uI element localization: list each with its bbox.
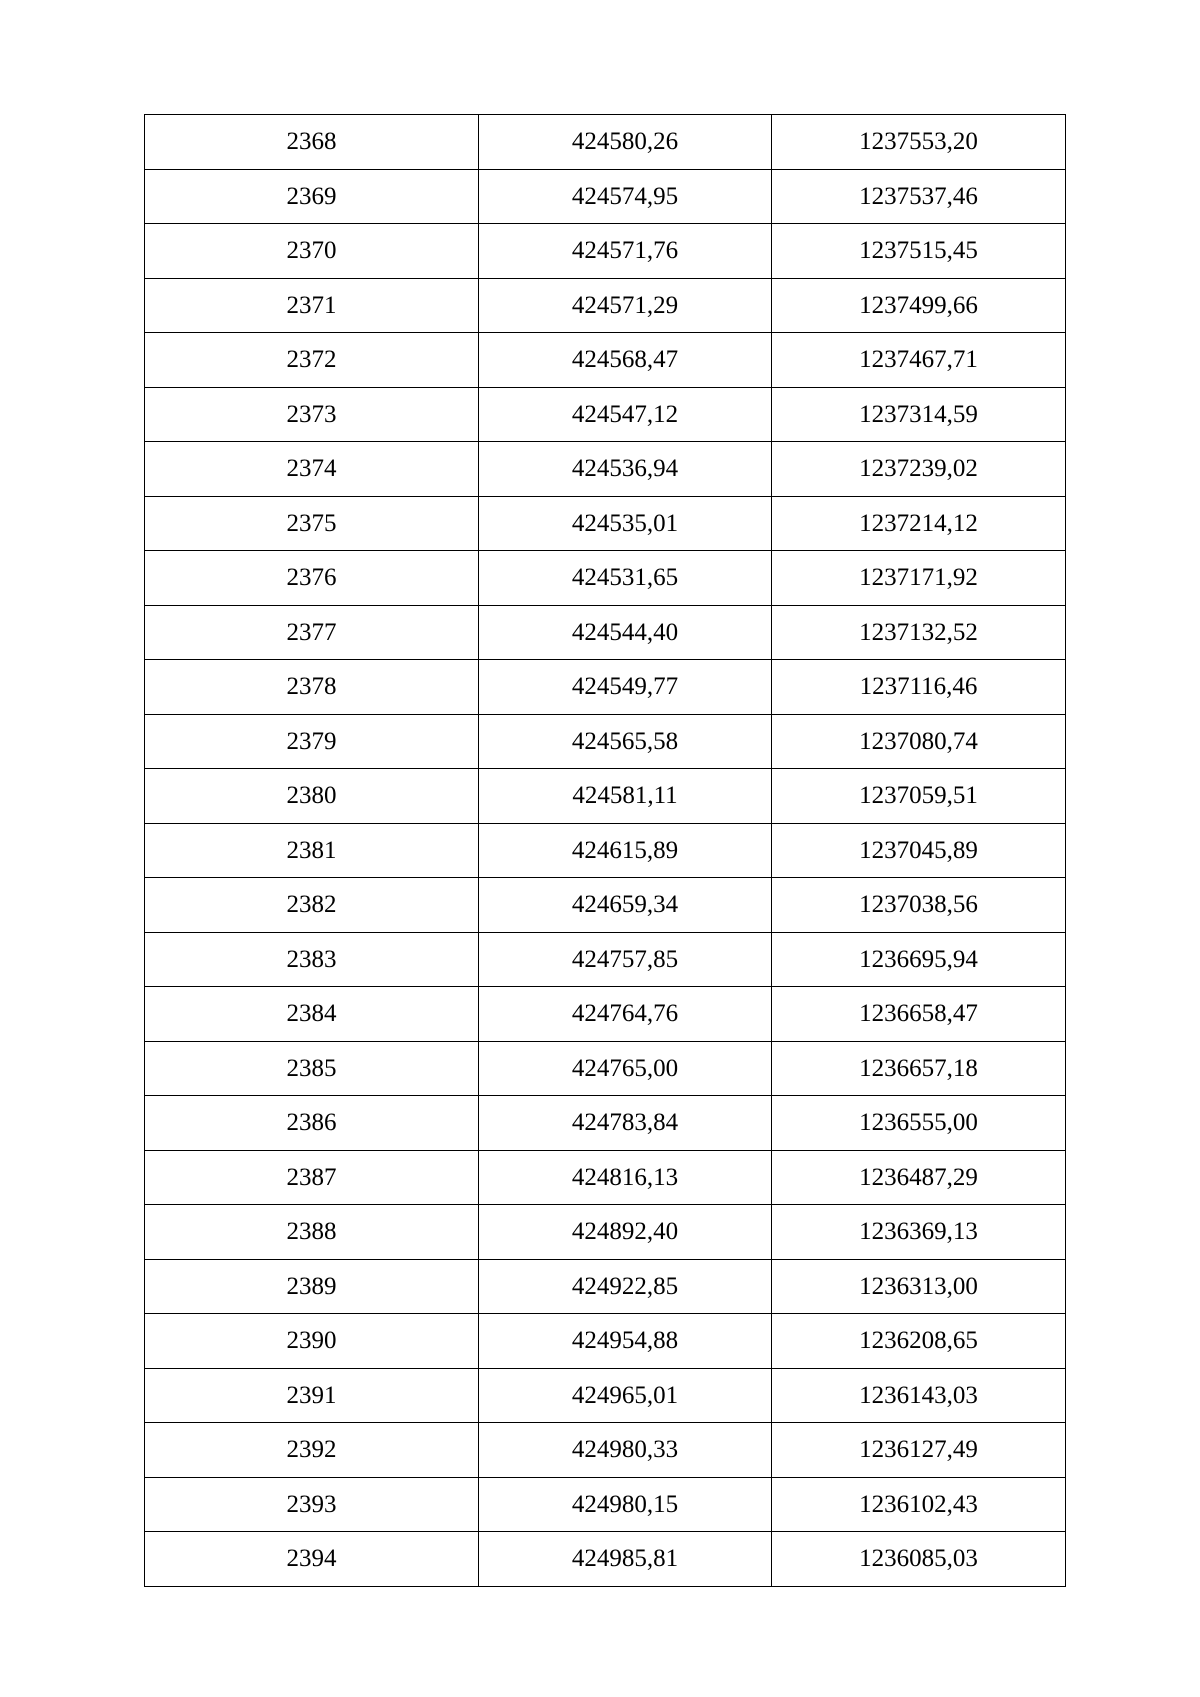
point-number-cell: 2377 [145, 605, 479, 660]
x-coordinate-cell: 424544,40 [479, 605, 772, 660]
y-coordinate-cell: 1236487,29 [772, 1150, 1066, 1205]
y-coordinate-cell: 1237537,46 [772, 169, 1066, 224]
x-coordinate-cell: 424757,85 [479, 932, 772, 987]
point-number-cell: 2389 [145, 1259, 479, 1314]
table-row [145, 1368, 1066, 1423]
table-row [145, 387, 1066, 442]
table-row [145, 442, 1066, 497]
x-coordinate-cell: 424549,77 [479, 660, 772, 715]
y-coordinate-cell: 1236208,65 [772, 1314, 1066, 1369]
x-coordinate-cell: 424922,85 [479, 1259, 772, 1314]
y-coordinate-cell: 1236555,00 [772, 1096, 1066, 1151]
table-row [145, 987, 1066, 1042]
point-number-cell: 2368 [145, 115, 479, 170]
point-number-cell: 2382 [145, 878, 479, 933]
y-coordinate-cell: 1237038,56 [772, 878, 1066, 933]
x-coordinate-cell: 424765,00 [479, 1041, 772, 1096]
point-number-cell: 2390 [145, 1314, 479, 1369]
x-coordinate-cell: 424985,81 [479, 1532, 772, 1587]
x-coordinate-cell: 424980,15 [479, 1477, 772, 1532]
table-row [145, 278, 1066, 333]
y-coordinate-cell: 1237239,02 [772, 442, 1066, 497]
point-number-cell: 2374 [145, 442, 479, 497]
point-number-cell: 2379 [145, 714, 479, 769]
table-row [145, 878, 1066, 933]
table-row [145, 169, 1066, 224]
y-coordinate-cell: 1237515,45 [772, 224, 1066, 279]
table-row [145, 1205, 1066, 1260]
y-coordinate-cell: 1237499,66 [772, 278, 1066, 333]
y-coordinate-cell: 1237467,71 [772, 333, 1066, 388]
table-row [145, 769, 1066, 824]
x-coordinate-cell: 424535,01 [479, 496, 772, 551]
point-number-cell: 2381 [145, 823, 479, 878]
y-coordinate-cell: 1237045,89 [772, 823, 1066, 878]
y-coordinate-cell: 1237116,46 [772, 660, 1066, 715]
x-coordinate-cell: 424965,01 [479, 1368, 772, 1423]
point-number-cell: 2378 [145, 660, 479, 715]
table-row [145, 714, 1066, 769]
y-coordinate-cell: 1236143,03 [772, 1368, 1066, 1423]
table-row [145, 823, 1066, 878]
y-coordinate-cell: 1236369,13 [772, 1205, 1066, 1260]
x-coordinate-cell: 424580,26 [479, 115, 772, 170]
table-row [145, 333, 1066, 388]
coordinates-table-body [145, 115, 1066, 1587]
table-row [145, 115, 1066, 170]
x-coordinate-cell: 424764,76 [479, 987, 772, 1042]
x-coordinate-cell: 424571,29 [479, 278, 772, 333]
table-row [145, 496, 1066, 551]
table-row [145, 1096, 1066, 1151]
table-row [145, 551, 1066, 606]
x-coordinate-cell: 424816,13 [479, 1150, 772, 1205]
x-coordinate-cell: 424574,95 [479, 169, 772, 224]
table-row [145, 660, 1066, 715]
point-number-cell: 2386 [145, 1096, 479, 1151]
point-number-cell: 2373 [145, 387, 479, 442]
table-row [145, 1259, 1066, 1314]
y-coordinate-cell: 1236102,43 [772, 1477, 1066, 1532]
y-coordinate-cell: 1237059,51 [772, 769, 1066, 824]
x-coordinate-cell: 424980,33 [479, 1423, 772, 1478]
point-number-cell: 2375 [145, 496, 479, 551]
table-row [145, 1477, 1066, 1532]
point-number-cell: 2387 [145, 1150, 479, 1205]
coordinates-table [144, 114, 1066, 1587]
x-coordinate-cell: 424954,88 [479, 1314, 772, 1369]
y-coordinate-cell: 1236657,18 [772, 1041, 1066, 1096]
x-coordinate-cell: 424547,12 [479, 387, 772, 442]
table-row [145, 1423, 1066, 1478]
point-number-cell: 2392 [145, 1423, 479, 1478]
y-coordinate-cell: 1237080,74 [772, 714, 1066, 769]
x-coordinate-cell: 424581,11 [479, 769, 772, 824]
table-row [145, 1150, 1066, 1205]
y-coordinate-cell: 1237553,20 [772, 115, 1066, 170]
y-coordinate-cell: 1237214,12 [772, 496, 1066, 551]
y-coordinate-cell: 1237132,52 [772, 605, 1066, 660]
point-number-cell: 2376 [145, 551, 479, 606]
y-coordinate-cell: 1236658,47 [772, 987, 1066, 1042]
point-number-cell: 2372 [145, 333, 479, 388]
point-number-cell: 2393 [145, 1477, 479, 1532]
y-coordinate-cell: 1237171,92 [772, 551, 1066, 606]
x-coordinate-cell: 424659,34 [479, 878, 772, 933]
table-row [145, 1314, 1066, 1369]
y-coordinate-cell: 1236313,00 [772, 1259, 1066, 1314]
point-number-cell: 2371 [145, 278, 479, 333]
x-coordinate-cell: 424571,76 [479, 224, 772, 279]
x-coordinate-cell: 424615,89 [479, 823, 772, 878]
x-coordinate-cell: 424531,65 [479, 551, 772, 606]
table-row [145, 1532, 1066, 1587]
point-number-cell: 2384 [145, 987, 479, 1042]
y-coordinate-cell: 1236127,49 [772, 1423, 1066, 1478]
point-number-cell: 2369 [145, 169, 479, 224]
table-row [145, 605, 1066, 660]
y-coordinate-cell: 1237314,59 [772, 387, 1066, 442]
y-coordinate-cell: 1236695,94 [772, 932, 1066, 987]
x-coordinate-cell: 424536,94 [479, 442, 772, 497]
point-number-cell: 2394 [145, 1532, 479, 1587]
table-row [145, 224, 1066, 279]
x-coordinate-cell: 424565,58 [479, 714, 772, 769]
point-number-cell: 2385 [145, 1041, 479, 1096]
x-coordinate-cell: 424568,47 [479, 333, 772, 388]
y-coordinate-cell: 1236085,03 [772, 1532, 1066, 1587]
point-number-cell: 2388 [145, 1205, 479, 1260]
point-number-cell: 2391 [145, 1368, 479, 1423]
table-row [145, 932, 1066, 987]
x-coordinate-cell: 424783,84 [479, 1096, 772, 1151]
point-number-cell: 2383 [145, 932, 479, 987]
point-number-cell: 2370 [145, 224, 479, 279]
table-row [145, 1041, 1066, 1096]
point-number-cell: 2380 [145, 769, 479, 824]
x-coordinate-cell: 424892,40 [479, 1205, 772, 1260]
